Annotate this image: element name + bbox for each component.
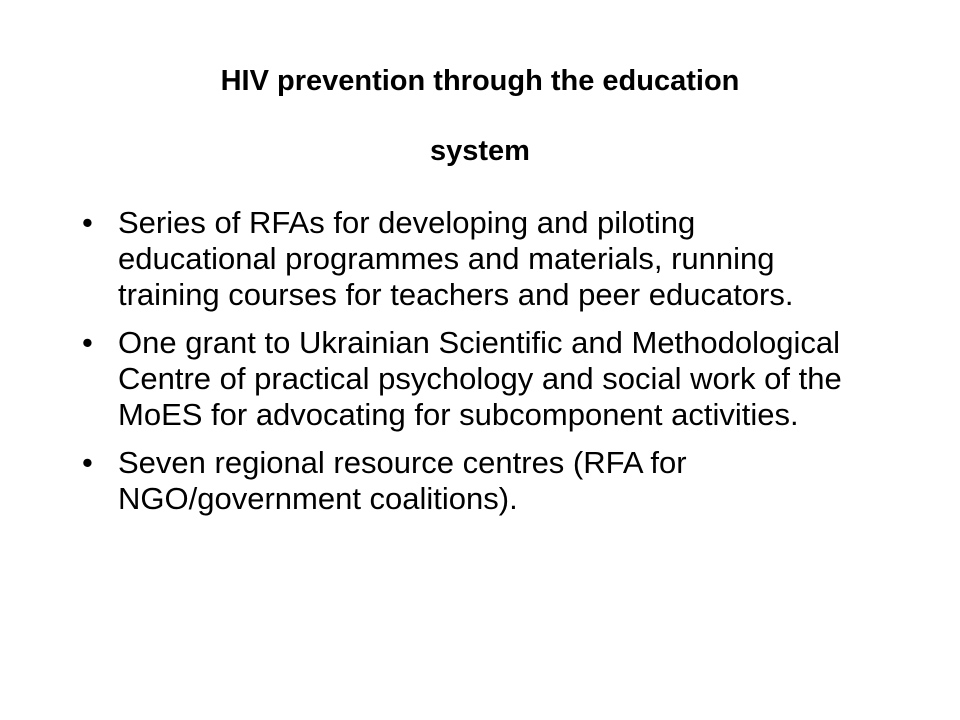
bullet-text: Series of RFAs for developing and piloting educational programmes and materials, running training courses for teachers and peer educators. — [118, 205, 794, 312]
bullet-text: Seven regional resource centres (RFA for NGO/government coalitions). — [118, 445, 687, 516]
bullet-item-rfas — [78, 205, 858, 313]
bullet-text: One grant to Ukrainian Scientific and Methodological Centre of practical psychology and social work of the MoES for advocating for subcomponent activities. — [118, 325, 842, 432]
bullet-dot-icon: • — [82, 325, 93, 360]
slide-title-line-1: HIV prevention through the education — [220, 65, 740, 97]
bullet-item-grant — [78, 325, 858, 433]
bullet-item-resource-centres — [78, 445, 858, 517]
slide-title — [70, 46, 890, 186]
slide-title-line-2: system — [430, 135, 530, 167]
bullet-list — [78, 205, 858, 529]
bullet-dot-icon: • — [82, 445, 93, 480]
bullet-dot-icon: • — [82, 205, 93, 240]
